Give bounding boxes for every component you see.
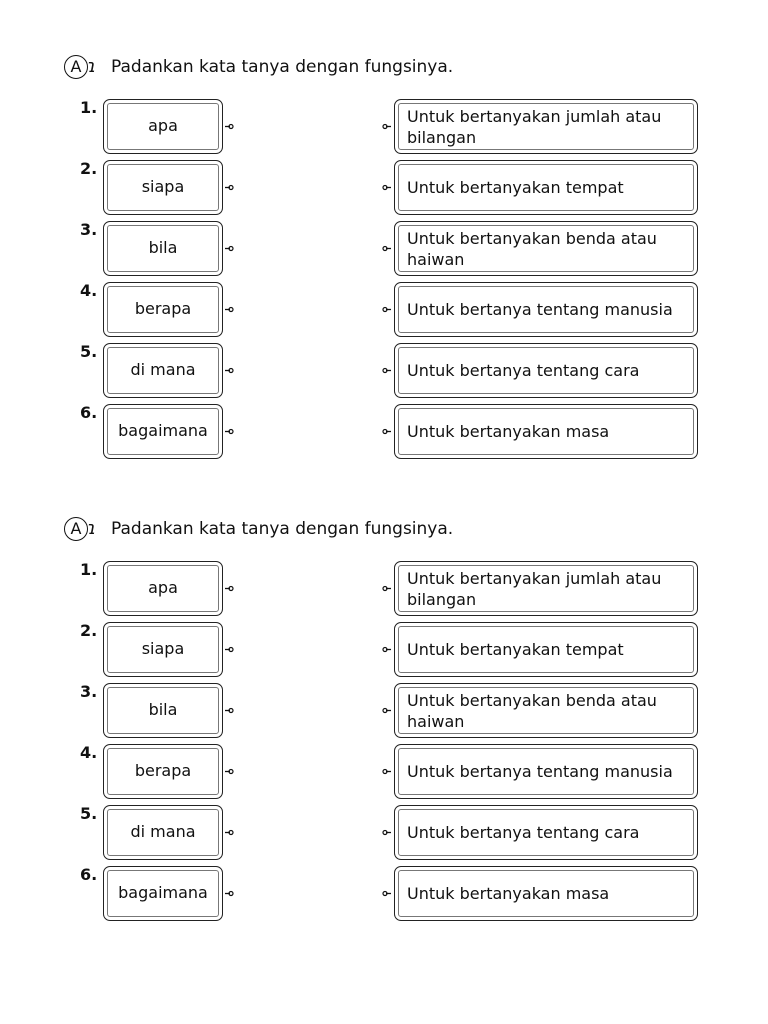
left-connector-dot-icon[interactable]: [225, 585, 234, 592]
left-connector-dot-icon[interactable]: [225, 707, 234, 714]
question-word: siapa: [141, 639, 185, 658]
question-word: bila: [148, 700, 178, 719]
question-word: bagaimana: [118, 421, 208, 440]
left-connector-dot-icon[interactable]: [225, 768, 234, 775]
item-number: 4.: [80, 743, 98, 762]
question-word: siapa: [141, 177, 185, 196]
section-badge: A: [64, 55, 88, 79]
function-text: Untuk bertanyakan tempat: [407, 640, 624, 659]
function-text: Untuk bertanyakan tempat: [407, 178, 624, 197]
pencil-icon: ɿ: [87, 518, 97, 539]
question-word-box[interactable]: [103, 404, 223, 459]
left-connector-dot-icon[interactable]: [225, 646, 234, 653]
item-number: 6.: [80, 403, 98, 422]
match-row-2: [0, 159, 768, 220]
question-word: di mana: [130, 822, 196, 841]
match-row-2: [0, 621, 768, 682]
function-text: Untuk bertanyakan benda atau haiwan: [407, 690, 657, 731]
right-connector-dot-icon[interactable]: [382, 367, 391, 374]
function-box[interactable]: [394, 805, 698, 860]
right-connector-dot-icon[interactable]: [382, 245, 391, 252]
question-word: bagaimana: [118, 883, 208, 902]
instruction-text: Padankan kata tanya dengan fungsinya.: [111, 57, 454, 77]
section-badge: A: [64, 517, 88, 541]
match-row-3: [0, 682, 768, 743]
function-text: Untuk bertanyakan masa: [407, 422, 610, 441]
right-connector-dot-icon[interactable]: [382, 585, 391, 592]
right-connector-dot-icon[interactable]: [382, 123, 391, 130]
match-row-6: [0, 403, 768, 464]
question-word-box[interactable]: [103, 99, 223, 154]
function-text: Untuk bertanya tentang cara: [407, 361, 640, 380]
function-text: Untuk bertanyakan jumlah atau bilangan: [407, 568, 662, 609]
left-connector-dot-icon[interactable]: [225, 184, 234, 191]
match-row-1: [0, 560, 768, 621]
pencil-icon: ɿ: [87, 56, 97, 77]
left-connector-dot-icon[interactable]: [225, 428, 234, 435]
question-word-box[interactable]: [103, 561, 223, 616]
right-connector-dot-icon[interactable]: [382, 306, 391, 313]
left-connector-dot-icon[interactable]: [225, 245, 234, 252]
question-word-box[interactable]: [103, 343, 223, 398]
match-row-1: [0, 98, 768, 159]
item-number: 1.: [80, 560, 98, 579]
item-number: 1.: [80, 98, 98, 117]
right-connector-dot-icon[interactable]: [382, 829, 391, 836]
left-connector-dot-icon[interactable]: [225, 367, 234, 374]
question-word: berapa: [134, 299, 192, 318]
function-text: Untuk bertanya tentang manusia: [407, 762, 673, 781]
function-box[interactable]: [394, 221, 698, 276]
question-word-box[interactable]: [103, 805, 223, 860]
right-connector-dot-icon[interactable]: [382, 890, 391, 897]
function-box[interactable]: [394, 561, 698, 616]
function-text: Untuk bertanyakan jumlah atau bilangan: [407, 106, 662, 147]
question-word-box[interactable]: [103, 744, 223, 799]
right-connector-dot-icon[interactable]: [382, 428, 391, 435]
instruction-text: Padankan kata tanya dengan fungsinya.: [111, 519, 454, 539]
function-box[interactable]: [394, 99, 698, 154]
function-box[interactable]: [394, 282, 698, 337]
match-row-5: [0, 804, 768, 865]
function-text: Untuk bertanyakan benda atau haiwan: [407, 228, 657, 269]
function-box[interactable]: [394, 683, 698, 738]
match-row-4: [0, 281, 768, 342]
function-box[interactable]: [394, 622, 698, 677]
question-word-box[interactable]: [103, 683, 223, 738]
section-header: [64, 514, 664, 548]
item-number: 6.: [80, 865, 98, 884]
question-word-box[interactable]: [103, 282, 223, 337]
function-box[interactable]: [394, 160, 698, 215]
item-number: 3.: [80, 682, 98, 701]
question-word: apa: [148, 116, 178, 135]
item-number: 5.: [80, 342, 98, 361]
section-header: [64, 52, 664, 86]
item-number: 2.: [80, 621, 98, 640]
question-word: apa: [148, 578, 178, 597]
question-word-box[interactable]: [103, 160, 223, 215]
function-text: Untuk bertanya tentang manusia: [407, 300, 673, 319]
question-word-box[interactable]: [103, 221, 223, 276]
left-connector-dot-icon[interactable]: [225, 829, 234, 836]
question-word-box[interactable]: [103, 622, 223, 677]
match-row-3: [0, 220, 768, 281]
question-word: bila: [148, 238, 178, 257]
function-text: Untuk bertanyakan masa: [407, 884, 610, 903]
left-connector-dot-icon[interactable]: [225, 123, 234, 130]
function-box[interactable]: [394, 866, 698, 921]
match-row-4: [0, 743, 768, 804]
right-connector-dot-icon[interactable]: [382, 184, 391, 191]
question-word: di mana: [130, 360, 196, 379]
match-row-5: [0, 342, 768, 403]
item-number: 3.: [80, 220, 98, 239]
exercise-section-1: [0, 52, 768, 472]
function-box[interactable]: [394, 343, 698, 398]
item-number: 4.: [80, 281, 98, 300]
left-connector-dot-icon[interactable]: [225, 890, 234, 897]
right-connector-dot-icon[interactable]: [382, 768, 391, 775]
right-connector-dot-icon[interactable]: [382, 707, 391, 714]
item-number: 5.: [80, 804, 98, 823]
item-number: 2.: [80, 159, 98, 178]
question-word-box[interactable]: [103, 866, 223, 921]
right-connector-dot-icon[interactable]: [382, 646, 391, 653]
function-text: Untuk bertanya tentang cara: [407, 823, 640, 842]
left-connector-dot-icon[interactable]: [225, 306, 234, 313]
question-word: berapa: [134, 761, 192, 780]
function-box[interactable]: [394, 404, 698, 459]
exercise-section-2: [0, 514, 768, 934]
function-box[interactable]: [394, 744, 698, 799]
match-row-6: [0, 865, 768, 926]
